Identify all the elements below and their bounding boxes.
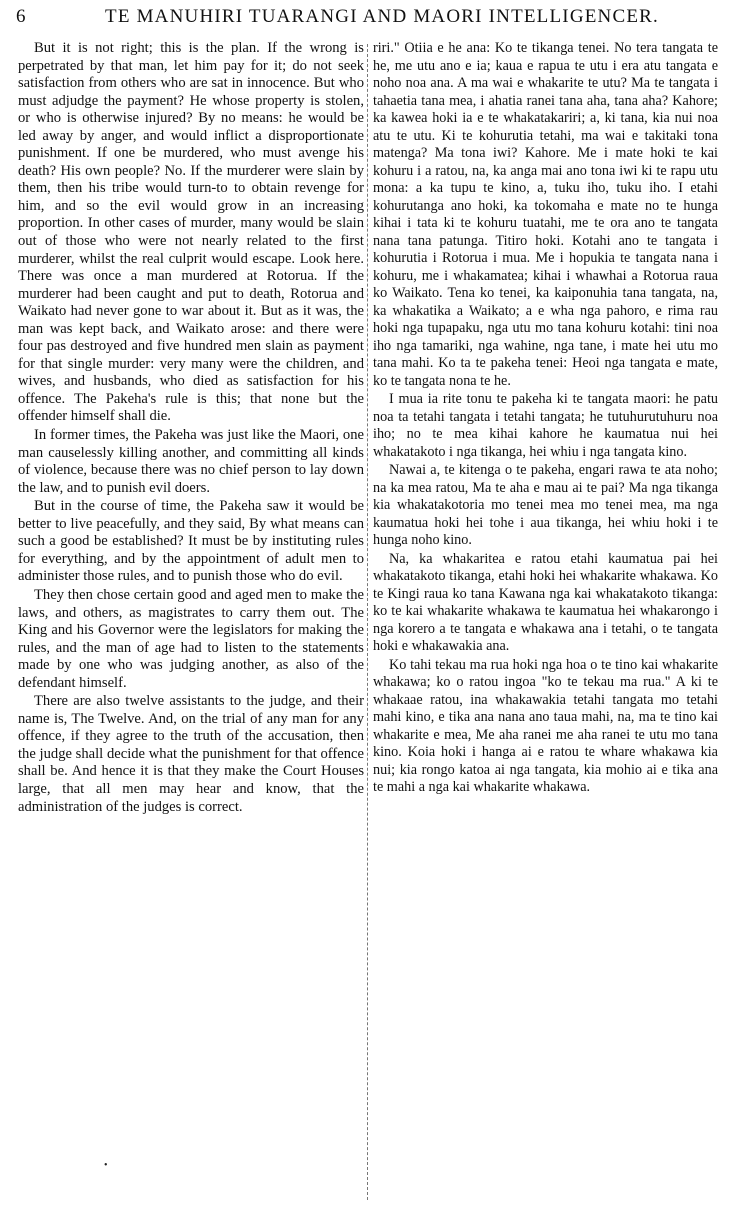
running-title: TE MANUHIRI TUARANGI AND MAORI INTELLIGENCER. — [105, 6, 659, 27]
page-header — [0, 6, 734, 32]
maori-paragraph-1: riri." Otiia e he ana: Ko te tikanga tenei. No tera tangata te he, me utu ano e ia; kaua e rapua te utu i era atu tangata e noho noa ana. A ma wai e whakarite te utu? Ma te tangata i tahaetia tana mea, i ahatia ranei tana aha, tana aha? Kahore; ka kawea hoki ia e te whakatakariri; a, ki tana, kia nui noa atu te utu. Ki te kohurutia tetahi, ma wai e takitaki tona matenga? Ma tona iwi? Kahore. Me i mate hoki te kai kohuru i a ratou, na, ka anga mai ano tona iwi ki te rapu utu mona: a ka tupu te kino, a, tuku iho, tuku iho. I etahi kohurutanga ano hoki, ka tokomaha e mate no te hunga kihai i tata ki te kohuru tuatahi, me te ora ano te tangata nana tana patunga. Titiro hoki. Kotahi ano te tangata i kohurutia i Rotorua i mua. Me i hopukia te tangata nana i kohuru, me i whakamatea; kihai i whawhai a Rotorua raua ko Waikato. Tena ko tenei, ka kaiponuhia tana tangata, na, ka whakatika a Waikato; a e wha nga pahoro, e rima rau hoki nga tupapaku, nga utu mo tana kohuru kotahi: tini noa iho nga tamariki, nga wahine, nga tane, i mate hei utu mo tana mahi. Ko ta te pakeha tenei: Heoi nga tangata e mate, ko te tangata nona te he. — [373, 40, 718, 389]
printer-dot: • — [104, 1160, 108, 1171]
maori-paragraph-3: Nawai a, te kitenga o te pakeha, engari rawa te ata noho; na ka mea ratou, Ma te aha e mau ai te pai? Ma nga tikanga kia whakatakotoria mo tenei mea mo tenei mea, ma nga kaumatua hoki hei tohe i aua tikanga, hei whiu hoki i te hunga noho kino. — [373, 462, 718, 548]
maori-column — [373, 40, 718, 1202]
english-paragraph-5: There are also twelve assistants to the judge, and their name is, The Twelve. And, on the trial of any man for any offence, if they agree to the truth of the accusation, then the judge shall decide what the punishment for that offence shall be. And hence it is that they make the Court Houses large, that all men may hear and know, that the administration of the judges is correct. — [18, 693, 364, 815]
english-paragraph-4: They then chose certain good and aged men to make the laws, and others, as magistrates to carry them out. The King and his Governor were the legislators for making the rules, and the man of age had to listen to the statements made by one who was judging another, as also of the defendant himself. — [18, 586, 364, 691]
english-paragraph-3: But in the course of time, the Pakeha saw it would be better to live peacefully, and they said, By what means can such a good be established? It must be by instituting rules for everything, and by the appointment of adult men to administer those rules, and to punish those who do evil. — [18, 498, 364, 585]
maori-paragraph-2: I mua ia rite tonu te pakeha ki te tangata maori: he patu noa ta tetahi tangata i tetahi tangata; he tutuhurutuhuru noa iho; no te mea kihai kahore he kaumatua nui hei whakatakoto i nga tikanga, hei whiu i nga tangata kino. — [373, 391, 718, 460]
column-divider — [367, 44, 368, 1200]
english-column — [18, 40, 364, 1202]
maori-paragraph-5: Ko tahi tekau ma rua hoki nga hoa o te tino kai whakarite whakawa; ko o ratou ingoa "ko te tekau ma rua." A ki te whakaae ratou, ina whakawakia tetahi tangata mo tetahi mahi kino, e tika ana nana ano taua mahi, na, ma te tino kai whakarite e mea, Me aha ranei me aha ranei te utu mo tana kino. Koia hoki i hanga ai e ratou te whare whakawa kia nui; kia rongo katoa ai nga tangata, kia mohio ai e tika ana te mahi a nga kai whakarite whakawa. — [373, 656, 718, 795]
english-paragraph-1: But it is not right; this is the plan. If the wrong is perpetrated by that man, let him pay for it; do not seek satisfaction from others who are sat in innocence. But who must adjudge the payment? He whose property is stolen, or who is otherwise injured? By no means: he would be led away by anger, and would inflict a disproportionate punishment. If one be murdered, who must avenge his death? His own people? No. If the murderer were slain by them, then his tribe would turn-to to obtain revenge for him, and so the evil would grow in an increasing proportion. In other cases of murder, many would be slain out of those who were not nearly related to the first murderer, whilst the real culprit would escape. Look here. There was once a man murdered at Rotorua. If the murderer had been caught and put to death, Rotorua and Waikato had never gone to war about it. But as it was, the man was kept back, and Waikato arose: and there were four pas destroyed and five hundred men slain as payment for that single murder: very many were the children, and wives, and husbands, who died as satisfaction for his offence. The Pakeha's rule is this; that none but the offender himself shall die. — [18, 40, 364, 425]
maori-paragraph-4: Na, ka whakaritea e ratou etahi kaumatua pai hei whakatakoto tikanga, etahi hoki hei whakarite whakawa. Ko te Kingi raua ko tana Kawana nga kai whakatakoto tikanga: ko te kai whakarite whakawa te kaumatua hei whakarongo i nga korero a te tangata e whakawa ana i tetahi, o te tangata hoki e whakawakia ana. — [373, 550, 718, 654]
english-paragraph-2: In former times, the Pakeha was just like the Maori, one man causelessly killing another, and committing all kinds of violence, because there was no chief person to lay down the law, and to punish evil doers. — [18, 427, 364, 496]
page-number: 6 — [16, 6, 26, 27]
